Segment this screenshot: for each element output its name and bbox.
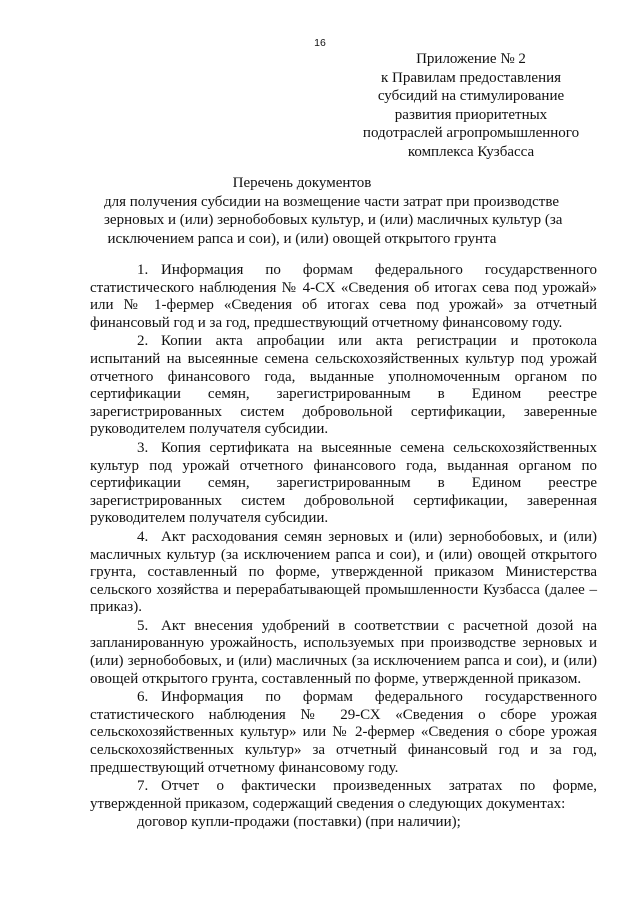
document-body [90,262,597,833]
item-number: 7. [137,778,149,795]
appendix-header [352,50,590,162]
title-subtitle-line: зерновых и (или) зернобобовых культур, и (или) масличных культур (за [104,212,563,229]
appendix-line: развития приоритетных [394,106,548,123]
item-number: 3. [137,439,149,456]
item-text: Отчет о фактически произведенных затратах по форме, утвержденной приказом, содержащий сведения о следующих документах: [90,778,597,812]
list-item [90,440,597,528]
page-number: 16 [314,37,326,49]
appendix-line: подотраслей агропромышленного [362,125,580,142]
list-item [90,529,597,617]
appendix-line: субсидий на стимулирование [377,88,565,105]
appendix-line: к Правилам предоставления [380,69,562,86]
document-title [104,174,563,248]
list-item [90,689,597,777]
item-number: 2. [137,333,149,350]
title-subtitle-line: для получения субсидии на возмещение части затрат при производстве [104,193,559,210]
appendix-line: комплекса Кузбасса [407,143,535,160]
item-text: Акт расходования семян зерновых и (или) зернобобовых, и (или) масличных культур (за исключением рапса и сои), и (или) овощей открытого грунта, составленный по форме, утвержденной приказом Министерства сельского хозяйства и перерабатывающей промышленности Кузбасса (далее – приказ). [90,528,597,616]
item-text: Акт внесения удобрений в соответствии с расчетной дозой на запланированную урожайность, используемых при производстве зерновых и (или) зернобобовых, и (или) масличных (за исключением рапса и сои), и (или) овощей открытого грунта, составленный по форме, утвержденной приказом. [90,617,597,687]
item-text: Информация по формам федерального государственного статистического наблюдения № 29-СХ «Сведения о сборе урожая сельскохозяйственных культур» или № 2-фермер «Сведения о сборе урожая сельскохозяйственных культур» за отчетный финансовый год и за год, предшествующий отчетному финансовому году. [90,689,597,776]
list-item [90,333,597,439]
list-item [90,618,597,688]
item-number: 4. [137,528,149,545]
title-heading: Перечень документов [232,175,372,191]
title-subtitle-line: исключением рапса и сои), и (или) овощей открытого грунта [107,230,497,247]
item-text: Информация по формам федерального государственного статистического наблюдения № 4-СХ «Сведения об итогах сева под урожай» или № 1-фермер «Сведения об итогах сева под урожай» за отчетный финансовый год и за год, предшествующий отчетному финансовому году. [90,262,597,331]
item-text: Копия сертификата на высеянные семена сельскохозяйственных культур под урожай отчетного финансового года, выданная органом по сертификации семян, зарегистрированным в Едином реестре зарегистрированных систем добровольной сертификации, заверенная руководителем получателя субсидии. [90,439,597,527]
item-number: 1. [137,262,149,278]
list-item [90,262,597,332]
item-text: Копии акта апробации или акта регистрации и протокола испытаний на высеянные семена сельскохозяйственных культур под урожай отчетного финансового года, выданные уполномоченным органом по сертификации семян, зарегистрированным в Едином реестре зарегистрированных систем добровольной сертификации, заверенные руководителем получателя субсидии. [90,333,597,438]
item-number: 6. [137,689,149,706]
sub-item: договор купли-продажи (поставки) (при наличии); [137,814,461,831]
item-number: 5. [137,617,149,634]
list-item [90,778,597,813]
appendix-line: Приложение № 2 [416,51,526,67]
